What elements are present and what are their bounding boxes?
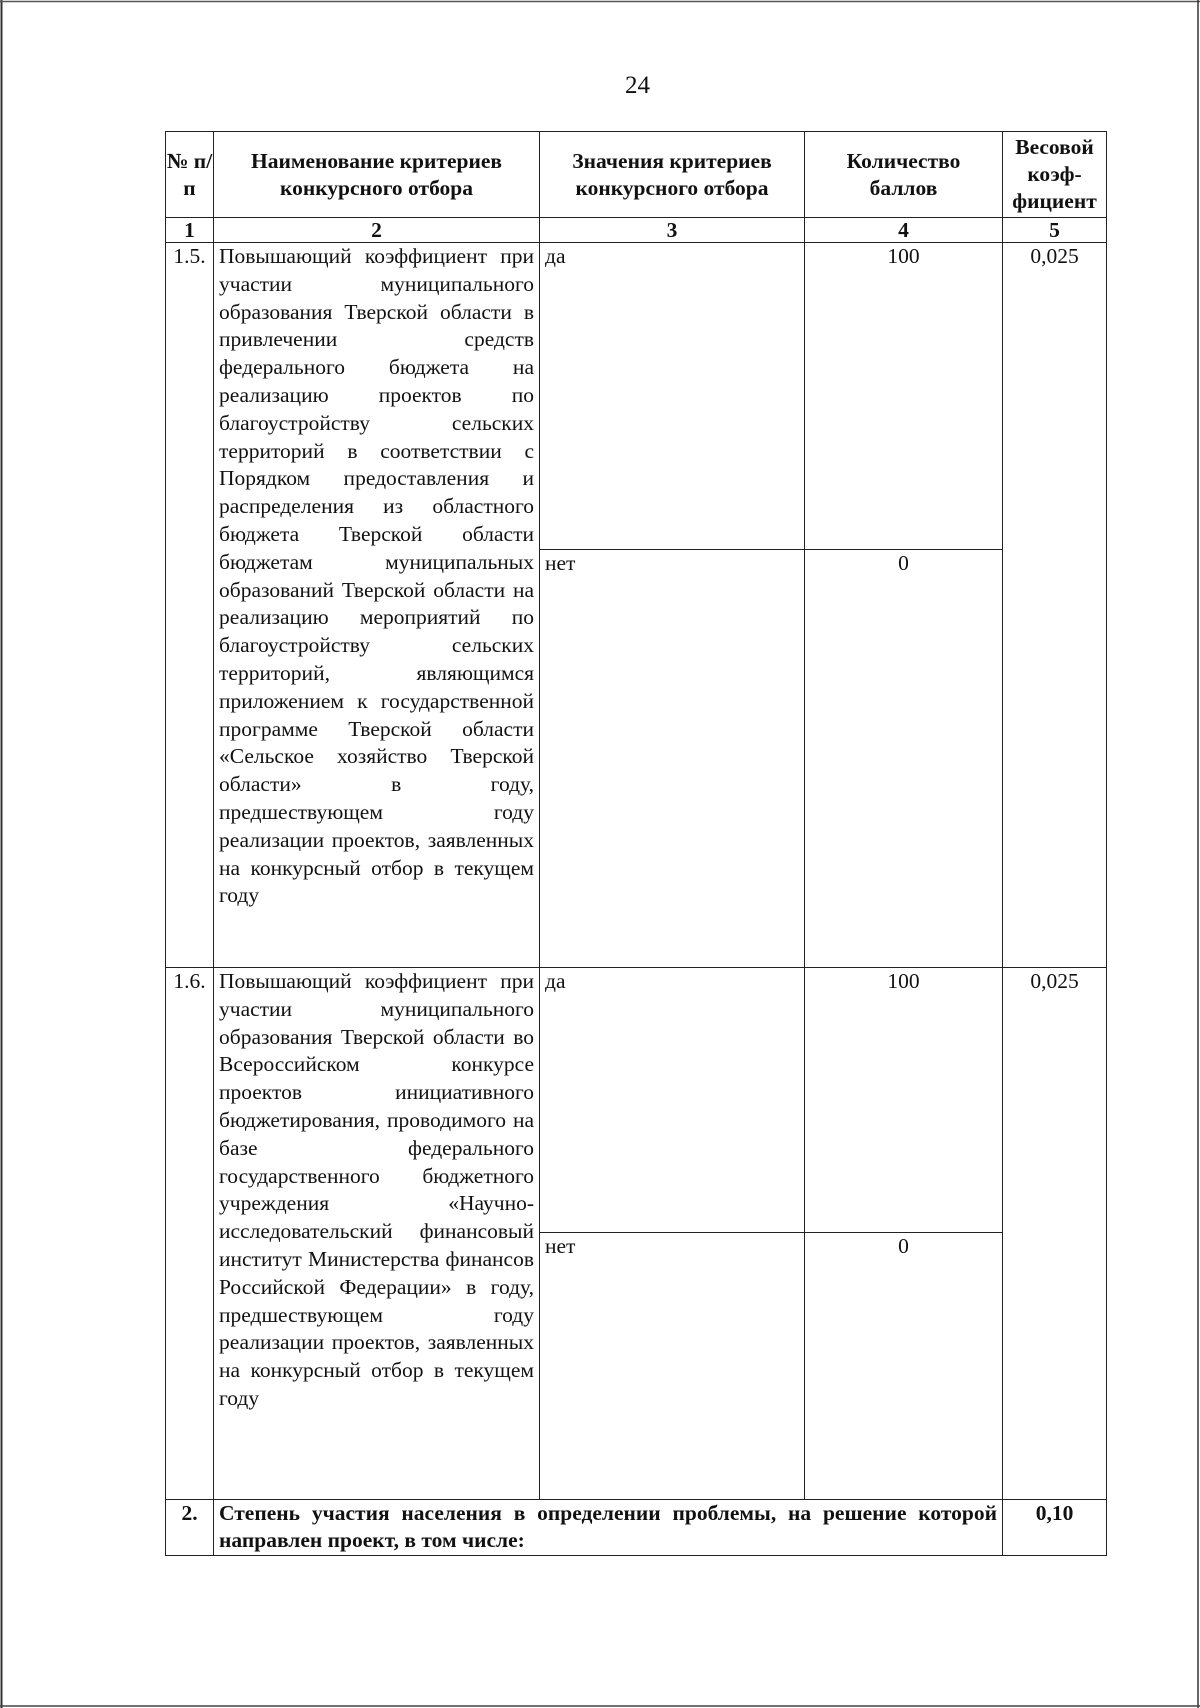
section-row bbox=[166, 1500, 1107, 1556]
criterion-points: 0 bbox=[805, 550, 1003, 968]
header-name: Наименование критериев конкурсного отбора bbox=[214, 132, 540, 218]
column-number: 3 bbox=[540, 218, 805, 243]
header-num: № п/п bbox=[166, 132, 214, 218]
column-number: 1 bbox=[166, 218, 214, 243]
column-number: 5 bbox=[1003, 218, 1107, 243]
criterion-weight: 0,025 bbox=[1003, 968, 1107, 1500]
table-header-row bbox=[166, 132, 1107, 218]
criterion-points: 100 bbox=[805, 243, 1003, 550]
header-points: Количество баллов bbox=[805, 132, 1003, 218]
page-number: 24 bbox=[625, 72, 650, 99]
table-row bbox=[166, 968, 1107, 1233]
criterion-points: 0 bbox=[805, 1233, 1003, 1500]
row-number: 1.5. bbox=[166, 243, 214, 968]
table-row bbox=[166, 243, 1107, 550]
row-number: 1.6. bbox=[166, 968, 214, 1500]
criterion-value: да bbox=[540, 968, 805, 1233]
criterion-description: Повышающий коэффициент при участии муниципального образования Тверской области во Всероссийском конкурсе проектов инициативного бюджетирования, проводимого на базе федерального государственного бюджетного учреждения «Научно-исследовательский финансовый институт Министерства финансов Российской Федерации» в году, предшествующем году реализации проектов, заявленных на конкурсный отбор в текущем году bbox=[214, 968, 540, 1500]
criteria-table bbox=[165, 131, 1107, 1556]
criterion-value: нет bbox=[540, 550, 805, 968]
section-number: 2. bbox=[166, 1500, 214, 1556]
criterion-weight: 0,025 bbox=[1003, 243, 1107, 968]
criterion-value: да bbox=[540, 243, 805, 550]
criterion-value: нет bbox=[540, 1233, 805, 1500]
header-weight: Весовой коэф-фициент bbox=[1003, 132, 1107, 218]
section-weight: 0,10 bbox=[1003, 1500, 1107, 1556]
section-description: Степень участия населения в определении проблемы, на решение которой направлен проект, в том числе: bbox=[214, 1500, 1003, 1556]
column-number-row bbox=[166, 218, 1107, 243]
column-number: 2 bbox=[214, 218, 540, 243]
criterion-description: Повышающий коэффициент при участии муниципального образования Тверской области в привлечении средств федерального бюджета на реализацию проектов по благоустройству сельских территорий в соответствии с Порядком предоставления и распределения из областного бюджета Тверской области бюджетам муниципальных образований Тверской области на реализацию мероприятий по благоустройству сельских территорий, являющимся приложением к государственной программе Тверской области «Сельское хозяйство Тверской области» в году, предшествующем году реализации проектов, заявленных на конкурсный отбор в текущем году bbox=[214, 243, 540, 968]
criterion-points: 100 bbox=[805, 968, 1003, 1233]
column-number: 4 bbox=[805, 218, 1003, 243]
header-values: Значения критериев конкурсного отбора bbox=[540, 132, 805, 218]
